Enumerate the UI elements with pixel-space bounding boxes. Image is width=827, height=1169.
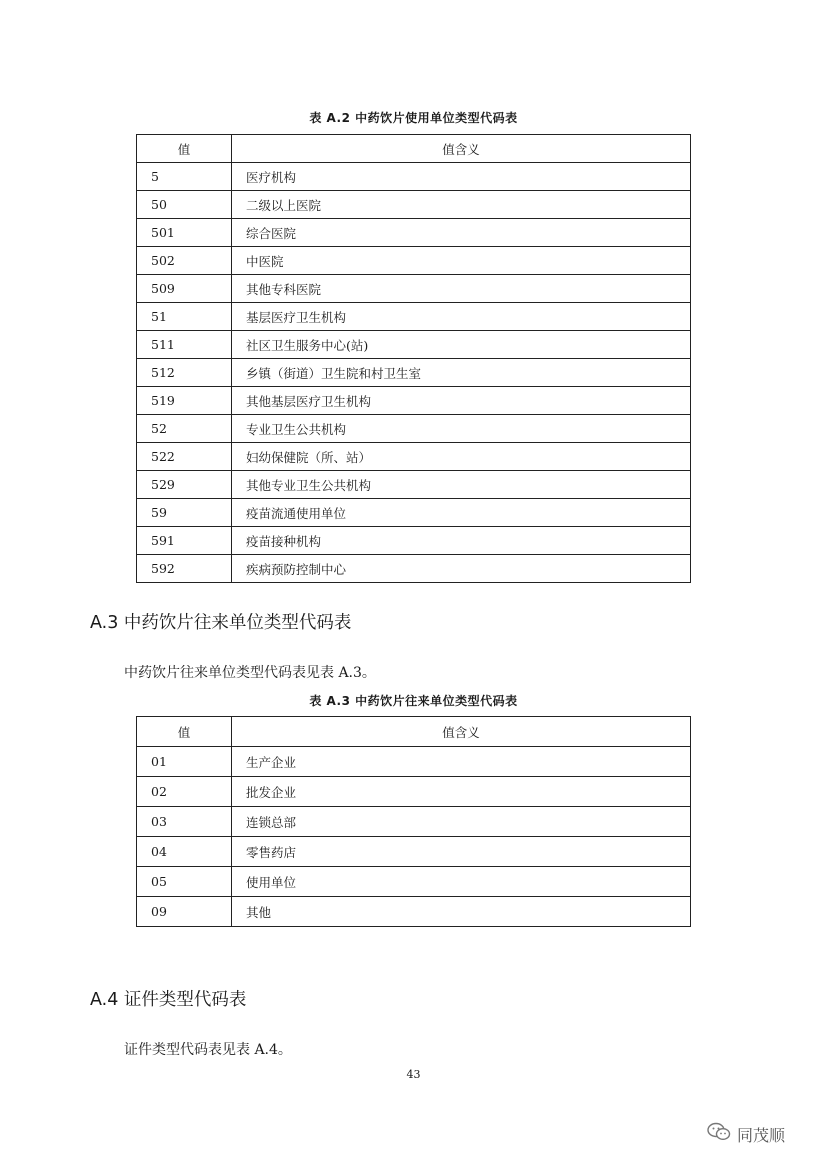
- table-row: [137, 163, 691, 191]
- section-a4-heading: A.4 证件类型代码表: [90, 990, 247, 1010]
- meaning-cell: 二级以上医院: [232, 191, 691, 219]
- section-a3-paragraph: 中药饮片往来单位类型代码表见表 A.3。: [124, 665, 376, 681]
- watermark: [707, 1122, 785, 1146]
- table-row: [137, 359, 691, 387]
- column-header-value: 值: [137, 717, 232, 747]
- value-cell: 04: [137, 837, 232, 867]
- value-cell: 519: [137, 387, 232, 415]
- table-row: [137, 387, 691, 415]
- meaning-cell: 疫苗流通使用单位: [232, 499, 691, 527]
- meaning-cell: 其他专业卫生公共机构: [232, 471, 691, 499]
- table-row: [137, 499, 691, 527]
- meaning-cell: 疾病预防控制中心: [232, 555, 691, 583]
- table-a3: [136, 716, 691, 927]
- value-cell: 52: [137, 415, 232, 443]
- meaning-cell: 医疗机构: [232, 163, 691, 191]
- meaning-cell: 其他专科医院: [232, 275, 691, 303]
- column-header-meaning: 值含义: [232, 135, 691, 163]
- value-cell: 592: [137, 555, 232, 583]
- table-row: [137, 527, 691, 555]
- table-row: [137, 275, 691, 303]
- table-row: [137, 247, 691, 275]
- table-row: [137, 331, 691, 359]
- value-cell: 51: [137, 303, 232, 331]
- page-number: 43: [406, 1068, 421, 1081]
- value-cell: 591: [137, 527, 232, 555]
- value-cell: 512: [137, 359, 232, 387]
- value-cell: 01: [137, 747, 232, 777]
- meaning-cell: 疫苗接种机构: [232, 527, 691, 555]
- column-header-value: 值: [137, 135, 232, 163]
- watermark-text: 同茂顺: [737, 1125, 786, 1145]
- value-cell: 5: [137, 163, 232, 191]
- value-cell: 50: [137, 191, 232, 219]
- meaning-cell: 中医院: [232, 247, 691, 275]
- value-cell: 529: [137, 471, 232, 499]
- wechat-icon: [707, 1122, 731, 1146]
- table-a2-caption: 表 A.2 中药饮片使用单位类型代码表: [309, 111, 518, 125]
- table-row: [137, 219, 691, 247]
- table-row: [137, 777, 691, 807]
- meaning-cell: 连锁总部: [232, 807, 691, 837]
- table-row: [137, 555, 691, 583]
- table-header-row: [137, 717, 691, 747]
- meaning-cell: 批发企业: [232, 777, 691, 807]
- table-row: [137, 471, 691, 499]
- table-a2-body: [137, 163, 691, 583]
- value-cell: 05: [137, 867, 232, 897]
- value-cell: 522: [137, 443, 232, 471]
- table-row: [137, 837, 691, 867]
- table-row: [137, 747, 691, 777]
- value-cell: 509: [137, 275, 232, 303]
- value-cell: 03: [137, 807, 232, 837]
- meaning-cell: 其他: [232, 897, 691, 927]
- value-cell: 59: [137, 499, 232, 527]
- table-row: [137, 807, 691, 837]
- table-row: [137, 897, 691, 927]
- value-cell: 511: [137, 331, 232, 359]
- table-row: [137, 443, 691, 471]
- table-a2: [136, 134, 691, 583]
- table-a3-body: [137, 747, 691, 927]
- meaning-cell: 使用单位: [232, 867, 691, 897]
- value-cell: 502: [137, 247, 232, 275]
- table-header-row: [137, 135, 691, 163]
- meaning-cell: 其他基层医疗卫生机构: [232, 387, 691, 415]
- meaning-cell: 零售药店: [232, 837, 691, 867]
- table-a3-caption: 表 A.3 中药饮片往来单位类型代码表: [309, 694, 518, 708]
- value-cell: 09: [137, 897, 232, 927]
- table-row: [137, 191, 691, 219]
- meaning-cell: 基层医疗卫生机构: [232, 303, 691, 331]
- value-cell: 501: [137, 219, 232, 247]
- meaning-cell: 专业卫生公共机构: [232, 415, 691, 443]
- column-header-meaning: 值含义: [232, 717, 691, 747]
- section-a4-paragraph: 证件类型代码表见表 A.4。: [124, 1042, 292, 1058]
- meaning-cell: 社区卫生服务中心(站): [232, 331, 691, 359]
- table-row: [137, 303, 691, 331]
- table-row: [137, 867, 691, 897]
- meaning-cell: 综合医院: [232, 219, 691, 247]
- meaning-cell: 乡镇（街道）卫生院和村卫生室: [232, 359, 691, 387]
- meaning-cell: 妇幼保健院（所、站）: [232, 443, 691, 471]
- table-row: [137, 415, 691, 443]
- meaning-cell: 生产企业: [232, 747, 691, 777]
- value-cell: 02: [137, 777, 232, 807]
- section-a3-heading: A.3 中药饮片往来单位类型代码表: [90, 613, 352, 633]
